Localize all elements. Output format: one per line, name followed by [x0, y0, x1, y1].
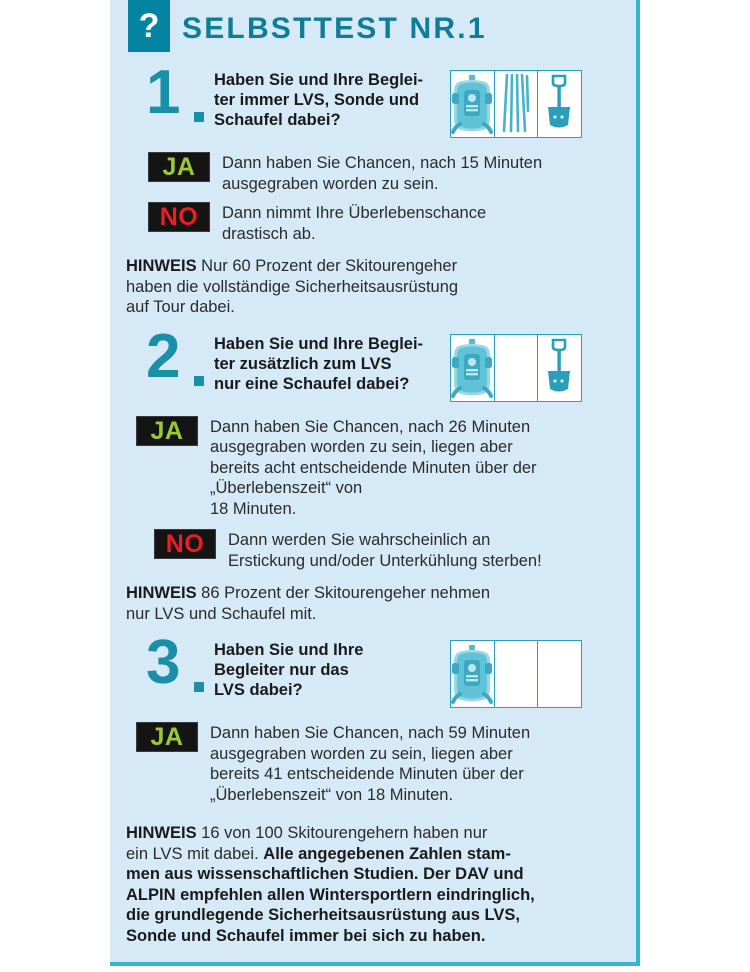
footer-hinweis	[126, 823, 610, 946]
probe-icon	[494, 70, 539, 138]
answer-text-ja-3: Dann haben Sie Chancen, nach 59 Minuten ausgegraben worden zu sein, liegen aber bereits 41 entscheidende Minuten über der „Überlebenszeit“ von 18 Minuten.	[210, 724, 531, 804]
q2-line2: ter zusätzlich zum LVS	[214, 354, 392, 373]
shovel-glyph	[538, 335, 580, 400]
answers-2	[126, 416, 610, 572]
probe-glyph	[495, 71, 537, 136]
hinweis-text-1: Nur 60 Prozent der Skitourengeher haben die vollständige Sicherheitsausrüstung auf Tour dabei.	[126, 257, 459, 316]
badge-no: NO	[148, 202, 210, 232]
answer-text-no-1: Dann nimmt Ihre Überlebenschance drastisch ab.	[222, 204, 487, 243]
shovel-glyph	[538, 71, 580, 136]
question-text-2	[214, 334, 464, 394]
q1-line3: Schaufel dabei?	[214, 111, 341, 129]
hinweis-label-2: HINWEIS	[126, 584, 197, 602]
lvs-transceiver-icon	[450, 70, 495, 138]
answer-row-no-1	[148, 202, 610, 244]
question-number-3: 3	[146, 628, 181, 697]
badge-ja: JA	[136, 722, 198, 752]
equipment-icons-3	[452, 640, 583, 708]
shovel-icon	[537, 70, 582, 138]
question-mark-icon	[128, 0, 170, 52]
answer-text-no-2: Dann werden Sie wahrscheinlich an Erstickung und/oder Unterkühlung sterben!	[228, 531, 542, 570]
empty-icon-cell	[537, 640, 582, 708]
footer-hinweis-part2: Alle angegebenen Zahlen stam- men aus wissenschaftlichen Studien. Der DAV und ALPIN empfehlen allen Wintersportlern eindringlich, die grundlegende Sicherheitsausrüstung aus LVS, Sonde und Schaufel immer bei sich zu haben.	[126, 844, 535, 945]
question-text-3	[214, 640, 464, 700]
badge-ja: JA	[136, 416, 198, 446]
panel-body	[110, 58, 636, 946]
answer-text-ja-1: Dann haben Sie Chancen, nach 15 Minuten ausgegraben worden zu sein.	[222, 154, 543, 193]
question-number-dot	[194, 112, 204, 122]
equipment-icons-2	[452, 334, 583, 402]
lvs-transceiver-glyph	[451, 335, 493, 400]
shovel-icon	[537, 334, 582, 402]
question-number-1: 1	[146, 58, 181, 127]
footer-hinweis-part1: 16 von 100 Skitourengehern haben nur ein LVS mit dabei.	[126, 824, 488, 863]
question-block-2	[126, 321, 610, 408]
empty-icon-cell	[494, 334, 539, 402]
question-number-dot	[194, 376, 204, 386]
hinweis-2	[126, 583, 610, 624]
q3-line2: Begleiter nur das	[214, 661, 349, 679]
question-block-1	[126, 58, 610, 144]
panel-header	[110, 0, 636, 60]
answers-1	[126, 152, 610, 244]
answer-row-ja-3	[136, 722, 610, 805]
question-number-2: 2	[146, 321, 181, 391]
question-mark-glyph: ?	[138, 7, 160, 45]
q2-line3: nur eine Schaufel dabei?	[214, 374, 410, 393]
lvs-transceiver-icon	[450, 334, 495, 402]
page-title: SELBSTTEST NR.1	[182, 12, 487, 45]
badge-ja: JA	[148, 152, 210, 182]
answer-row-ja-2	[136, 416, 610, 520]
hinweis-1	[126, 256, 610, 318]
empty-icon-cell	[494, 640, 539, 708]
selbsttest-panel	[110, 0, 640, 966]
lvs-transceiver-glyph	[451, 641, 493, 706]
answer-row-ja-1	[148, 152, 610, 194]
question-number-dot	[194, 682, 204, 692]
badge-no: NO	[154, 529, 216, 559]
q1-line1: Haben Sie und Ihre Beglei-	[214, 71, 424, 89]
footer-hinweis-label: HINWEIS	[126, 824, 197, 842]
question-block-3	[126, 628, 610, 714]
q3-line1: Haben Sie und Ihre	[214, 641, 364, 659]
hinweis-text-2: 86 Prozent der Skitourengeher nehmen nur LVS und Schaufel mit.	[126, 584, 491, 623]
question-text-1	[214, 70, 464, 130]
hinweis-label-1: HINWEIS	[126, 257, 197, 275]
lvs-transceiver-glyph	[451, 71, 493, 136]
lvs-transceiver-icon	[450, 640, 495, 708]
answers-3	[126, 722, 610, 805]
answer-text-ja-2: Dann haben Sie Chancen, nach 26 Minuten ausgegraben worden zu sein, liegen aber bereits acht entscheidende Minuten über der „Überlebenszeit“ von 18 Minuten.	[210, 417, 537, 518]
q1-line2: ter immer LVS, Sonde und	[214, 91, 420, 109]
answer-row-no-2	[136, 529, 610, 571]
q2-line1: Haben Sie und Ihre Beglei-	[214, 334, 424, 353]
equipment-icons-1	[452, 70, 583, 138]
q3-line3: LVS dabei?	[214, 681, 303, 699]
